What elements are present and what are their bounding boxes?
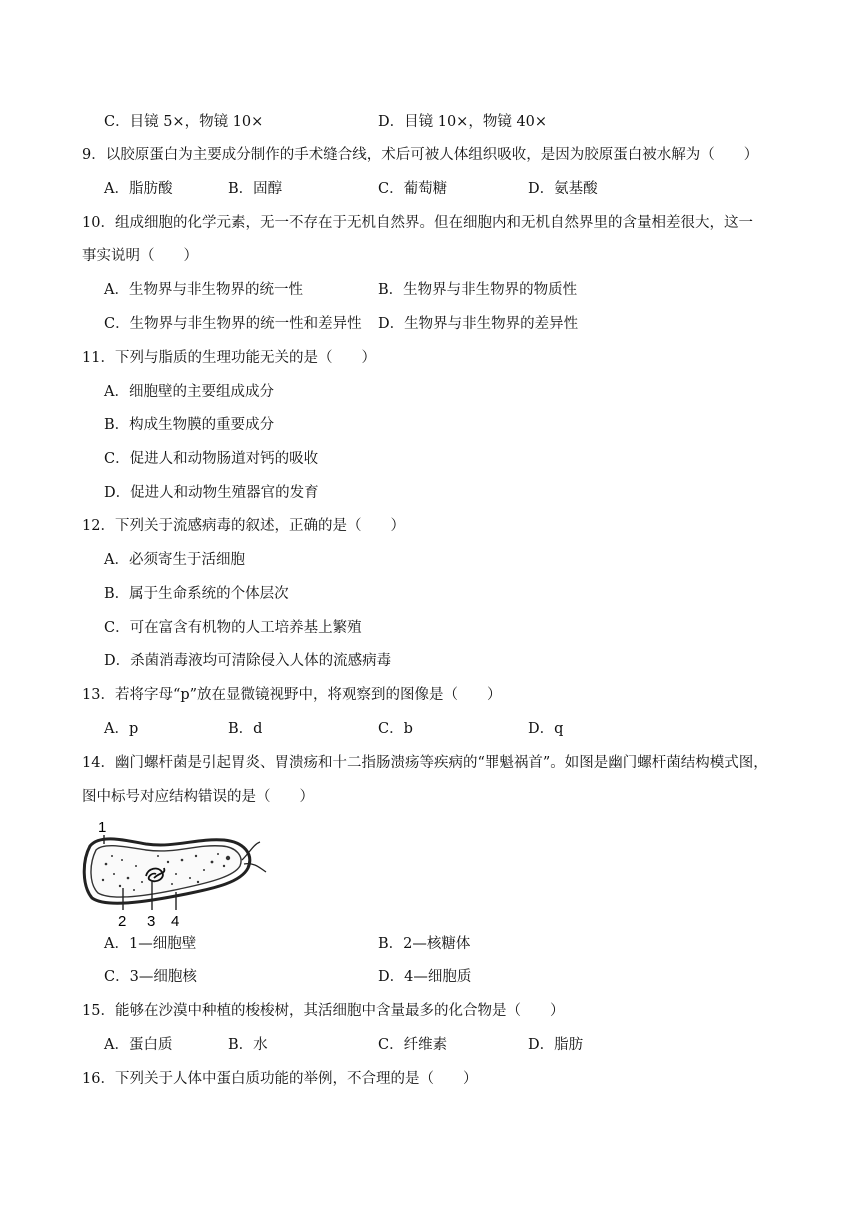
q8-option-c: C．目镜 5×，物镜 10×: [104, 114, 264, 130]
q11-stem: 11．下列与脂质的生理功能无关的是（ ）: [82, 350, 376, 366]
q11-option-a: A．细胞壁的主要组成成分: [104, 384, 274, 400]
q13-option-b: B．d: [228, 721, 263, 737]
diagram-label-3: 3: [147, 913, 156, 928]
q15-option-c: C．纤维素: [378, 1037, 448, 1053]
q13-option-d: D．q: [528, 721, 564, 737]
diagram-label-2: 2: [118, 913, 127, 928]
q8-option-d: D．目镜 10×，物镜 40×: [378, 114, 548, 130]
q12-option-d: D．杀菌消毒液均可清除侵入人体的流感病毒: [104, 653, 392, 669]
q11-option-c: C．促进人和动物肠道对钙的吸收: [104, 451, 319, 467]
q13-stem: 13．若将字母“p”放在显微镜视野中，将观察到的图像是（ ）: [82, 687, 502, 703]
q10-option-d: D．生物界与非生物界的差异性: [378, 316, 579, 332]
q13-option-a: A．p: [104, 721, 139, 737]
q11-option-d: D．促进人和动物生殖器官的发育: [104, 485, 319, 501]
q16-stem: 16．下列关于人体中蛋白质功能的举例，不合理的是（ ）: [82, 1071, 478, 1087]
q15-stem: 15．能够在沙漠中种植的梭梭树，其活细胞中含量最多的化合物是（ ）: [82, 1003, 565, 1019]
q9-option-d: D．氨基酸: [528, 181, 598, 197]
q15-option-d: D．脂肪: [528, 1037, 584, 1053]
diagram-label-4: 4: [171, 913, 180, 928]
q10-option-b: B．生物界与非生物界的物质性: [378, 282, 578, 298]
q10-option-c: C．生物界与非生物界的统一性和差异性: [104, 316, 362, 332]
q11-option-b: B．构成生物膜的重要成分: [104, 417, 275, 433]
q15-option-a: A．蛋白质: [104, 1037, 173, 1053]
q9-option-a: A．脂肪酸: [104, 181, 173, 197]
q15-option-b: B．水: [228, 1037, 268, 1053]
q12-stem: 12．下列关于流感病毒的叙述，正确的是（ ）: [82, 518, 405, 534]
q9-option-c: C．葡萄糖: [378, 181, 448, 197]
q13-option-c: C．b: [378, 721, 413, 737]
bacterium-diagram: [76, 816, 276, 928]
q14-option-a: A．1—细胞壁: [104, 936, 197, 952]
diagram-label-1: 1: [98, 819, 107, 836]
q10-stem-line2: 事实说明（ ）: [82, 248, 198, 264]
q14-stem-line1: 14．幽门螺杆菌是引起胃炎、胃溃疡和十二指肠溃疡等疾病的“罪魁祸首”。如图是幽门螺杆菌结构模式图，: [82, 755, 768, 771]
q14-option-b: B．2—核糖体: [378, 936, 471, 952]
q12-option-c: C．可在富含有机物的人工培养基上繁殖: [104, 620, 362, 636]
q9-option-b: B．固醇: [228, 181, 283, 197]
q14-option-c: C．3—细胞核: [104, 969, 197, 985]
q12-option-a: A．必须寄生于活细胞: [104, 552, 245, 568]
q14-option-d: D．4—细胞质: [378, 969, 472, 985]
q14-stem-line2: 图中标号对应结构错误的是（ ）: [82, 789, 314, 805]
q10-stem-line1: 10．组成细胞的化学元素，无一不存在于无机自然界。但在细胞内和无机自然界里的含量相差很大，这一: [82, 215, 753, 231]
q10-option-a: A．生物界与非生物界的统一性: [104, 282, 303, 298]
q12-option-b: B．属于生命系统的个体层次: [104, 586, 289, 602]
q9-stem: 9．以胶原蛋白为主要成分制作的手术缝合线，术后可被人体组织吸收，是因为胶原蛋白被水解为（ ）: [82, 147, 759, 163]
